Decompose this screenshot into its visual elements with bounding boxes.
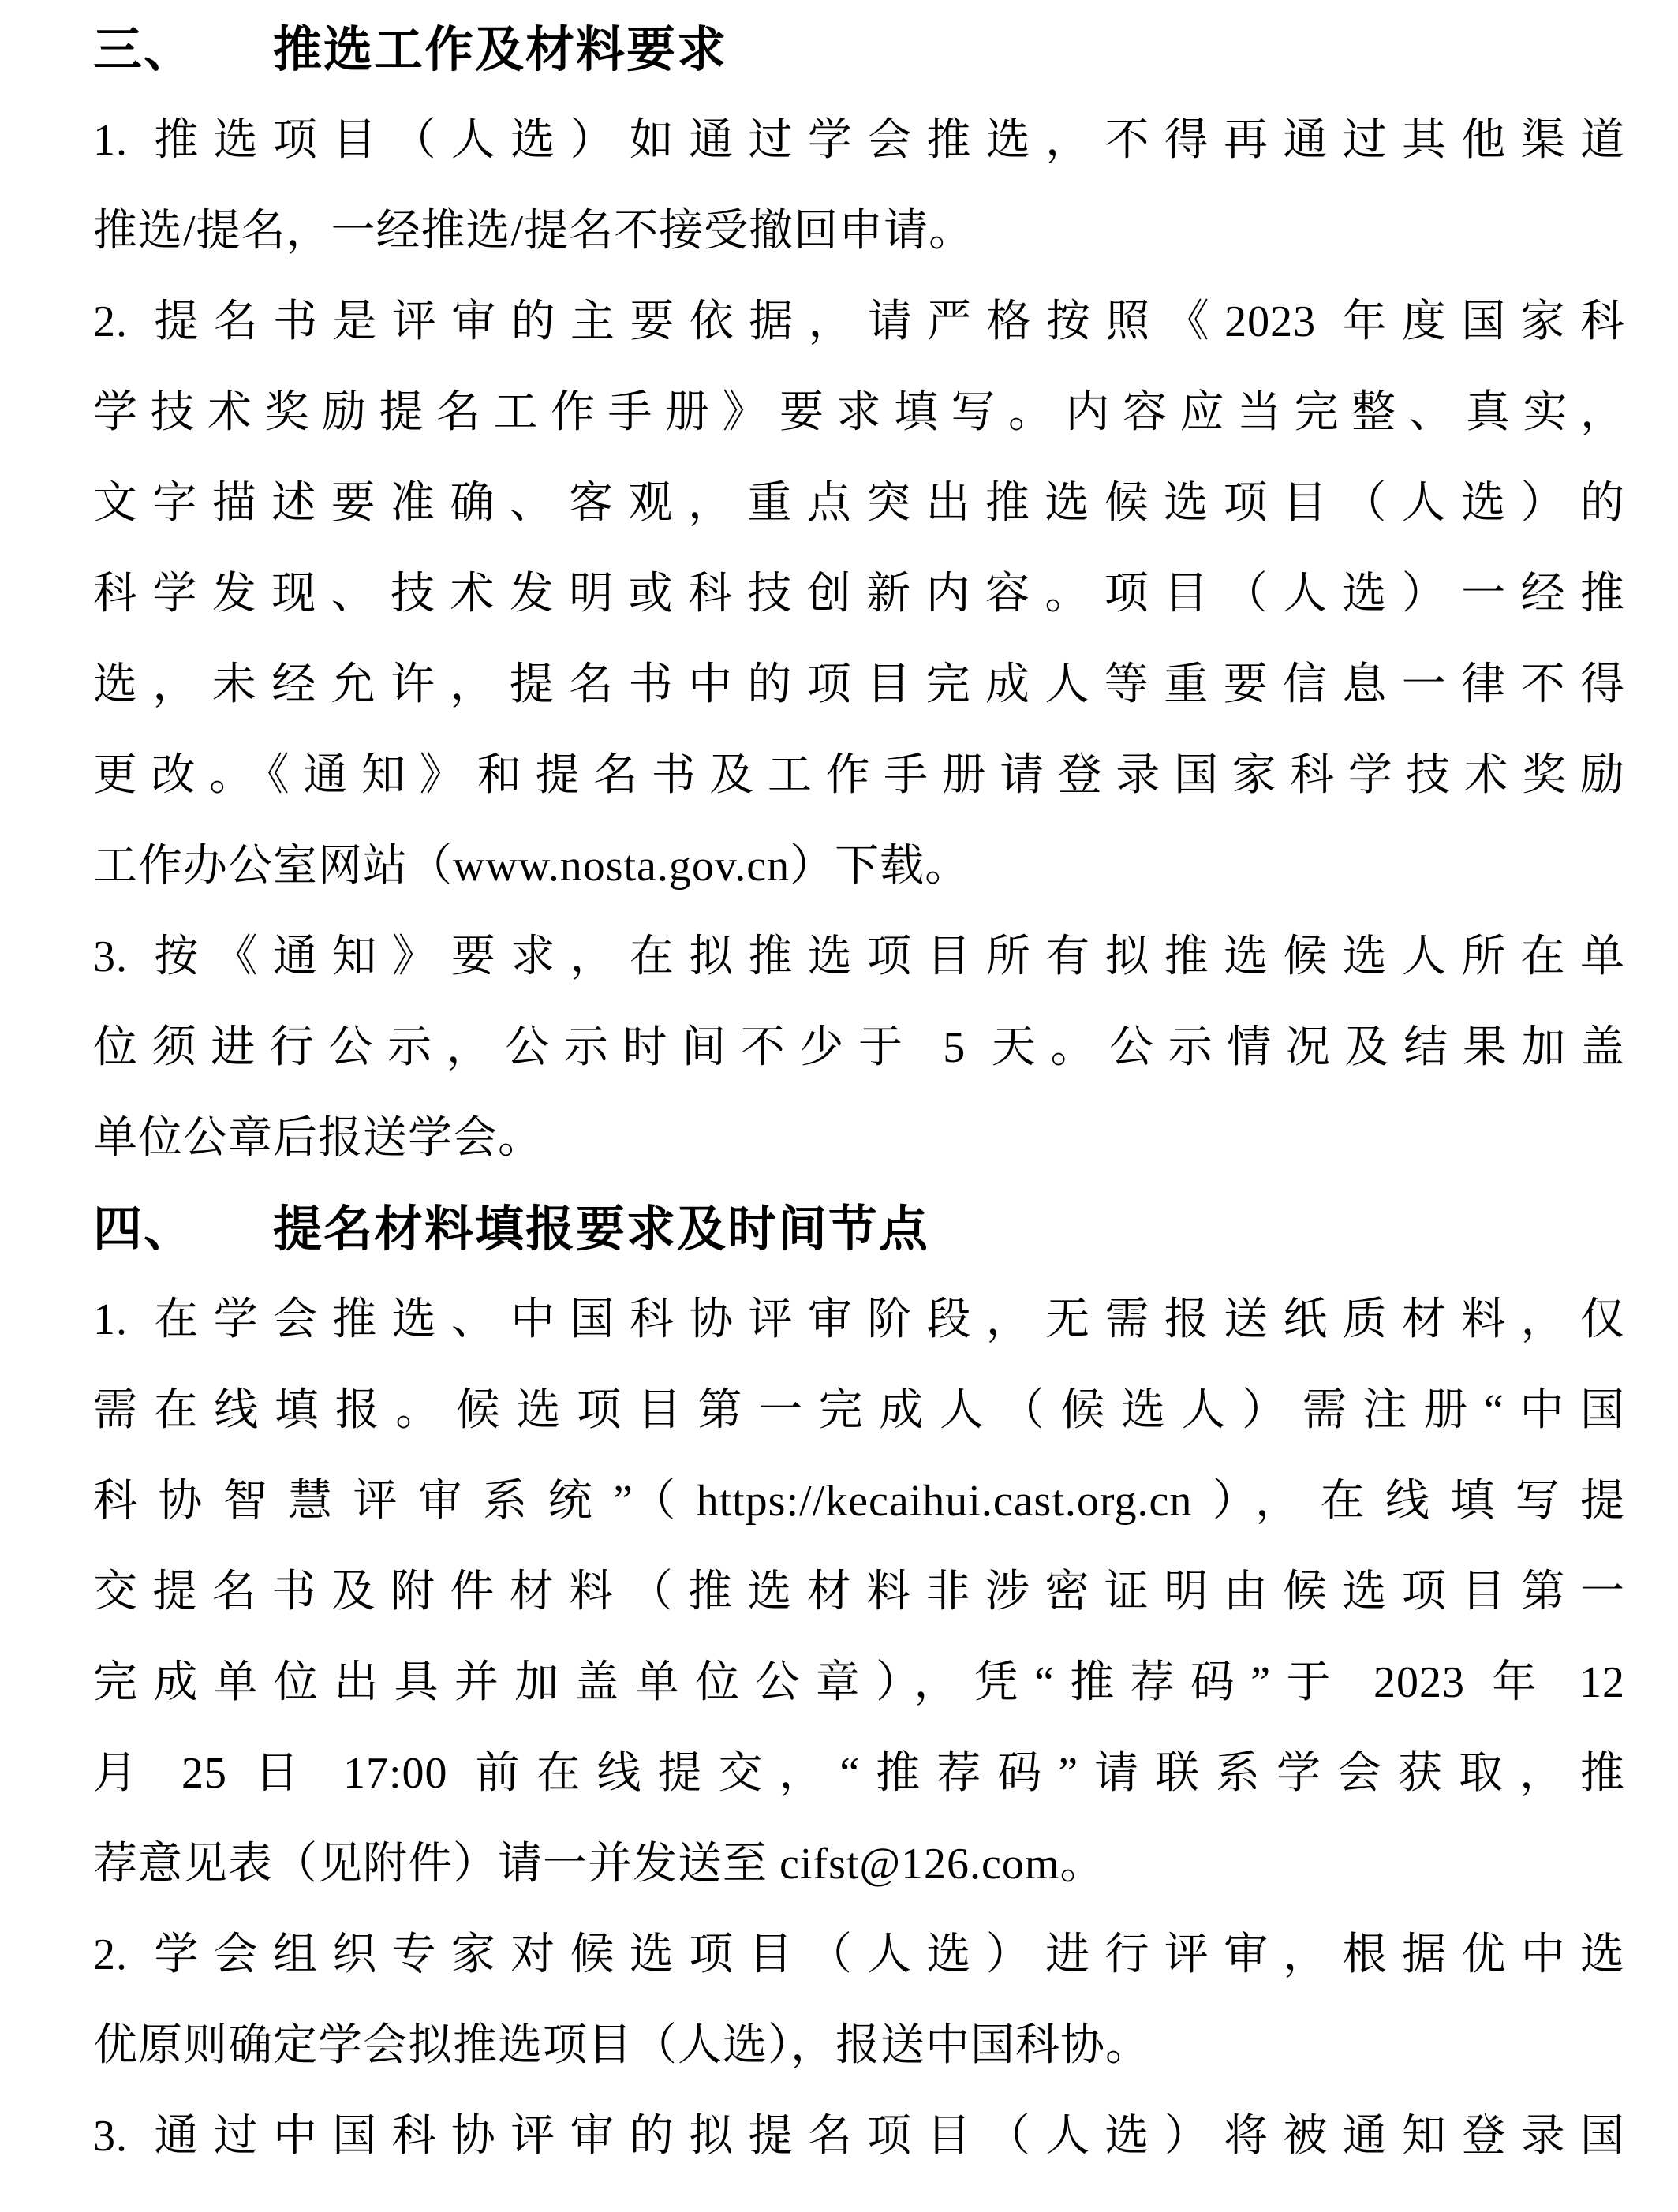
text-line: 需在线填报。候选项目第一完成人（候选人）需注册“中国 bbox=[93, 1386, 1625, 1435]
section-heading-3 bbox=[93, 5, 1625, 95]
text-line: 更改。《通知》和提名书及工作手册请登录国家科学技术奖励 bbox=[93, 751, 1625, 800]
section-title: 推选工作及材料要求 bbox=[273, 23, 728, 77]
section-heading-4 bbox=[93, 1184, 1625, 1275]
section-number: 四、 bbox=[93, 1202, 195, 1257]
text-line: 单位公章后报送学会。 bbox=[93, 1114, 543, 1163]
text-line: 选，未经允许，提名书中的项目完成人等重要信息一律不得 bbox=[93, 660, 1625, 709]
text-line: 学技术奖励提名工作手册》要求填写。内容应当完整、真实， bbox=[93, 388, 1625, 437]
text-line: 月 25 日 17:00 前在线提交，“推荐码”请联系学会获取，推 bbox=[93, 1749, 1625, 1798]
section-title: 提名材料填报要求及时间节点 bbox=[273, 1202, 930, 1257]
text-line-with-email: 荐意见表（见附件）请一并发送至 cifst@126.com。 bbox=[93, 1840, 1105, 1889]
section-number: 三、 bbox=[93, 23, 195, 77]
text-line: 推选/提名，一经推选/提名不接受撤回申请。 bbox=[93, 207, 974, 256]
text-line: 优原则确定学会拟推选项目（人选），报送中国科协。 bbox=[93, 2021, 1150, 2070]
page-content bbox=[93, 5, 1625, 2182]
text-line: 1. 推选项目（人选）如通过学会推选，不得再通过其他渠道 bbox=[93, 116, 1625, 165]
text-line: 3. 按《通知》要求，在拟推选项目所有拟推选候选人所在单 bbox=[93, 932, 1625, 981]
text-line-with-url: 工作办公室网站（www.nosta.gov.cn）下载。 bbox=[93, 842, 970, 891]
text-line: 1. 在学会推选、中国科协评审阶段，无需报送纸质材料，仅 bbox=[93, 1295, 1625, 1344]
text-line: 位须进行公示，公示时间不少于 5 天。公示情况及结果加盖 bbox=[93, 1023, 1625, 1072]
text-line: 科学发现、技术发明或科技创新内容。项目（人选）一经推 bbox=[93, 570, 1625, 618]
text-line: 3. 通过中国科协评审的拟提名项目（人选）将被通知登录国 bbox=[93, 2112, 1625, 2161]
text-line: 2. 提名书是评审的主要依据，请严格按照《2023 年度国家科 bbox=[93, 297, 1625, 346]
text-line-with-url: 科协智慧评审系统”（https://kecaihui.cast.org.cn），在线填写提 bbox=[93, 1477, 1625, 1526]
text-line: 完成单位出具并加盖单位公章），凭“推荐码”于 2023 年 12 bbox=[93, 1658, 1625, 1707]
text-line: 2. 学会组织专家对候选项目（人选）进行评审，根据优中选 bbox=[93, 1930, 1625, 1979]
text-line: 文字描述要准确、客观，重点突出推选候选项目（人选）的 bbox=[93, 479, 1625, 528]
text-line: 交提名书及附件材料（推选材料非涉密证明由候选项目第一 bbox=[93, 1567, 1625, 1616]
